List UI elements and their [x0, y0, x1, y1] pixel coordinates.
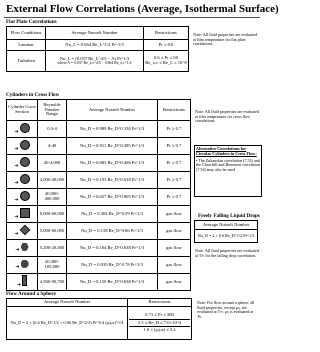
cylinder-nusselt: Nu_D = 0.158 Re_D^0.66 Pr^1/3	[67, 223, 158, 240]
cylinder-nusselt: Nu_D = 0.164 Re_D^0.638 Pr^1/3	[67, 240, 158, 257]
hexagon-cylinder-icon	[21, 243, 29, 251]
turbulent-label: Turbulent	[7, 51, 46, 72]
cross-section-cell	[7, 206, 38, 223]
diamond-cylinder-icon	[19, 225, 30, 236]
sphere-header-nusselt: Average Nusselt Number	[7, 299, 128, 307]
cross-section-cell	[7, 223, 38, 240]
square-cylinder-icon	[20, 208, 30, 218]
header-cross-section: Cylinder Cross Section	[7, 100, 38, 121]
turbulent-restriction-2: Re_x,c ≤ Re_L ≤ 10^8	[145, 60, 187, 65]
circle-cylinder-icon	[20, 157, 30, 167]
cylinder-nusselt: Nu_D = 0.304 Re_D^0.59 Pr^1/3	[67, 206, 158, 223]
reynolds-range: 5,000-60,000	[38, 223, 67, 240]
flat-plate-heading: Flat Plate Correlations	[6, 19, 57, 25]
cylinder-restriction: Pr ≥ 0.7	[158, 189, 191, 206]
flow-arrow-icon: ➜	[15, 247, 20, 253]
laminar-restriction: Pr ≥ 0.6	[144, 40, 189, 51]
cylinder-nusselt: Nu_D = 0.193 Re_D^0.618 Pr^1/3	[67, 172, 158, 189]
header-restrictions: Restrictions	[144, 27, 189, 40]
title-divider	[4, 17, 260, 18]
cylinder-restriction: Pr ≥ 0.7	[158, 121, 191, 138]
cylinder-restriction: Pr ≥ 0.7	[158, 138, 191, 155]
circle-cylinder-icon	[20, 174, 30, 184]
turbulent-nusselt: Nu_L = (0.037 Re_L^4/5 − A) Pr^1/3	[59, 55, 130, 61]
turbulent-restriction: 0.6 ≤ Pr ≤ 60	[153, 55, 179, 61]
header-reynolds-range: Reynolds Number Range	[38, 100, 67, 121]
drops-note: Note: All fluid properties are evaluated at T∞ for the falling drop correlation.	[195, 248, 259, 258]
flow-arrow-icon: ➜	[16, 283, 22, 289]
cross-section-cell	[7, 274, 38, 291]
laminar-label: Laminar	[7, 40, 46, 51]
circle-cylinder-icon	[20, 140, 30, 150]
cylinder-restriction: gas flow	[158, 257, 191, 274]
cylinder-nusselt: Nu_D = 0.039 Re_D^0.78 Pr^1/3	[67, 257, 158, 274]
reynolds-range: 40,000-400,000	[38, 189, 67, 206]
cylinders-heading: Cylinders in Cross Flow	[6, 92, 60, 98]
drops-header: Average Nusselt Number	[195, 221, 258, 230]
cross-section-cell	[7, 155, 38, 172]
page-title: External Flow Correlations (Average, Isothermal Surface)	[6, 3, 279, 15]
flat-plate-note: Note: All fluid properties are evaluated at film temperature for flat plate correlations.	[193, 32, 257, 47]
flow-arrow-icon: ➜	[15, 264, 20, 270]
drops-table	[194, 220, 258, 243]
sphere-restriction: 1.0 ≤ (μ/μs) ≤ 3.2	[143, 327, 176, 333]
cylinder-restriction: gas flow	[158, 274, 191, 291]
cross-section-cell	[7, 121, 38, 138]
cylinder-restriction: gas flow	[158, 206, 191, 223]
cylinder-restriction: Pr ≥ 0.7	[158, 155, 191, 172]
cylinder-nusselt: Nu_D = 0.027 Re_D^0.805 Pr^1/3	[67, 189, 158, 206]
reynolds-range: 0.4-4	[38, 121, 67, 138]
cylinder-restriction: Pr ≥ 0.7	[158, 172, 191, 189]
drops-heading: Freely Falling Liquid Drops	[198, 213, 260, 219]
cylinder-restriction: gas flow	[158, 240, 191, 257]
laminar-nusselt: Nu_L = 0.664 Re_L^1/2 Pr^1/3	[46, 40, 144, 51]
reynolds-range: 4-40	[38, 138, 67, 155]
cylinder-nusselt: Nu_D = 0.989 Re_D^0.330 Pr^1/3	[67, 121, 158, 138]
cross-section-cell	[7, 189, 38, 206]
reynolds-range: 4,500-90,700	[38, 274, 67, 291]
cylinder-nusselt: Nu_D = 0.911 Re_D^0.385 Pr^1/3	[67, 138, 158, 155]
sphere-heading: Flow Around a Sphere	[6, 291, 56, 297]
cross-section-cell	[7, 257, 38, 274]
flow-arrow-icon: ➜	[14, 163, 19, 169]
header-cyl-nusselt: Average Nusselt Number	[67, 100, 158, 121]
cylinders-table	[6, 99, 191, 291]
flow-arrow-icon: ➜	[14, 129, 19, 135]
sphere-restriction: 0.71 ≤ Pr ≤ 380	[129, 312, 190, 320]
header-flow-conditions: Flow Conditions	[7, 27, 46, 40]
reynolds-range: 4,000-40,000	[38, 172, 67, 189]
reynolds-range: 40-4,000	[38, 155, 67, 172]
flow-arrow-icon: ➜	[14, 180, 19, 186]
reynolds-range: 6,000-60,000	[38, 206, 67, 223]
circle-cylinder-icon	[20, 191, 30, 201]
sphere-nusselt: Nu_D = 2 + (0.4 Re_D^1/2 + 0.06 Re_D^2/3) Pr^0.4 (μ/μs)^1/4	[7, 307, 128, 340]
alternative-title: Alternative Correlations for Circular Cylinders in Cross Flow:	[196, 146, 257, 156]
cross-section-cell	[7, 240, 38, 257]
sphere-header-restrictions: Restrictions	[128, 299, 192, 307]
octagon-cylinder-icon	[21, 260, 29, 268]
cylinder-restriction: gas flow	[158, 223, 191, 240]
header-cyl-restrictions: Restrictions	[158, 100, 191, 121]
flat-plate-table	[6, 26, 189, 72]
cross-section-cell	[7, 172, 38, 189]
cylinder-nusselt: Nu_D = 0.683 Re_D^0.466 Pr^1/3	[67, 155, 158, 172]
flow-arrow-icon: ➜	[14, 197, 19, 203]
alternative-body: • The Zukauskas correlation (7.53) and the Churchill and Bernstein correlation (7.54) may also be used	[196, 157, 260, 173]
reynolds-range: 5,200-20,400	[38, 240, 67, 257]
drops-nusselt: Nu_D = 2 + 0.6 Re_D^1/2 Pr^1/3	[195, 230, 258, 243]
flow-arrow-icon: ➜	[14, 214, 19, 220]
header-nusselt: Average Nusselt Number	[46, 27, 144, 40]
reynolds-range: 20,400-105,000	[38, 257, 67, 274]
cylinders-note: Note: All fluid properties are evaluated at film temperature for cross flow correlations.	[195, 109, 259, 124]
sphere-note: Note: For flow around a sphere, all fluid properties, except μs, are evaluated at T∞. μs is evaluated at Ts.	[197, 300, 255, 320]
sphere-restriction: 3.5 ≤ Re_D ≤ 7.6×10^4	[129, 320, 190, 328]
flow-arrow-icon: ➜	[14, 146, 19, 152]
flow-arrow-icon: ➜	[14, 231, 19, 237]
alternative-correlations-box	[194, 145, 262, 197]
turbulent-nusselt-where: where A = 0.037 Re_x,c^4/5 − 0.664 Re_x,c^1/2	[57, 61, 132, 66]
cross-section-cell	[7, 138, 38, 155]
cylinder-nusselt: Nu_D = 0.150 Re_D^0.638 Pr^1/3	[67, 274, 158, 291]
circle-cylinder-icon	[20, 123, 30, 133]
vertical-plate-icon	[22, 275, 27, 286]
sphere-table	[6, 298, 192, 340]
